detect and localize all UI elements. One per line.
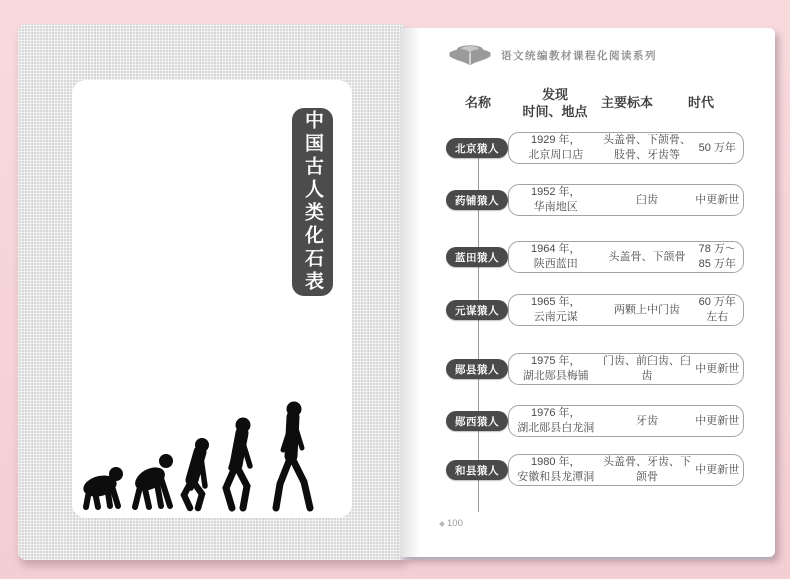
table-row <box>446 233 744 281</box>
series-title: 语文统编教材课程化阅读系列 <box>501 50 657 62</box>
row-box <box>508 132 744 164</box>
left-page <box>18 24 404 560</box>
series-header <box>448 42 657 69</box>
table-row <box>446 450 744 490</box>
species-pill: 郧西猿人 <box>446 411 508 431</box>
table-row <box>446 399 744 443</box>
row-box <box>508 353 744 385</box>
cell-discovery: 1964 年， 陕西蓝田 <box>531 243 581 270</box>
row-box <box>508 294 744 326</box>
species-pill: 和县猿人 <box>446 460 508 480</box>
cell-era: 中更新世 <box>695 362 740 375</box>
column-header-name: 名称 <box>464 95 491 110</box>
table-row <box>446 126 744 170</box>
cell-era: 78 万～ 85 万年 <box>698 243 736 270</box>
open-book-icon <box>448 42 492 69</box>
cell-specimen: 牙齿 <box>636 414 659 427</box>
cell-discovery: 1975 年， 湖北郧县梅铺 <box>522 355 589 382</box>
column-header-era: 时代 <box>687 95 714 110</box>
species-pill: 郧县猿人 <box>446 359 508 379</box>
row-box <box>508 405 744 437</box>
vertical-title: 中国古人类化石表 <box>292 108 333 296</box>
row-box <box>508 454 744 486</box>
cell-discovery: 1952 年， 华南地区 <box>531 186 581 213</box>
cell-era: 中更新世 <box>695 193 740 206</box>
cell-discovery: 1980 年， 安徽和县龙潭洞 <box>517 456 595 483</box>
cell-discovery: 1929 年， 北京周口店 <box>528 134 584 161</box>
row-box <box>508 241 744 273</box>
evolution-illustration <box>80 398 320 513</box>
cell-era: 60 万年 左右 <box>698 296 736 323</box>
table-row <box>446 349 744 389</box>
cell-era: 50 万年 <box>698 141 736 154</box>
row-box <box>508 184 744 216</box>
species-pill: 元谋猿人 <box>446 300 508 320</box>
cell-specimen: 门齿、前臼齿、臼齿 <box>603 355 692 382</box>
page-number-ornament-icon <box>439 521 445 527</box>
cell-specimen: 头盖骨、下颌骨、 肢骨、牙齿等 <box>603 134 692 161</box>
table-row <box>446 288 744 332</box>
species-pill: 蓝田猿人 <box>446 247 508 267</box>
table-row <box>446 180 744 220</box>
left-page-panel <box>72 80 352 518</box>
cell-discovery: 1965 年， 云南元谋 <box>531 296 581 323</box>
cell-era: 中更新世 <box>695 463 740 476</box>
book-spread <box>18 22 774 562</box>
column-header-discovery: 发现 时间、地点 <box>522 87 588 119</box>
cell-specimen: 两颗上中门齿 <box>614 303 681 316</box>
species-pill: 北京猿人 <box>446 138 508 158</box>
cell-specimen: 臼齿 <box>636 193 659 206</box>
cell-discovery: 1976 年， 湖北郧县白龙洞 <box>517 407 595 434</box>
cell-specimen: 头盖骨、下颌骨 <box>608 250 686 263</box>
column-header-specimen: 主要标本 <box>600 95 653 110</box>
page-number: 100 <box>440 518 463 529</box>
right-page <box>400 28 775 557</box>
cell-era: 中更新世 <box>695 414 740 427</box>
cell-specimen: 头盖骨、牙齿、下颌骨 <box>603 456 692 483</box>
species-pill: 药铺猿人 <box>446 190 508 210</box>
